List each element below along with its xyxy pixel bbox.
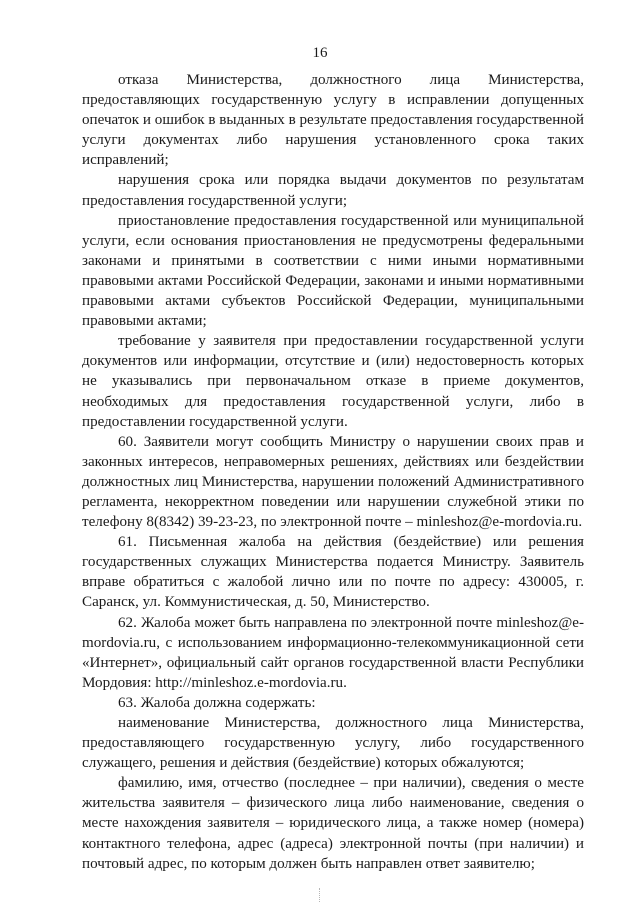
paragraph-ministry-name: наименование Министерства, должностного лица Министерства, предоставляющего государственную услугу, либо государственного служащего, решения и действия (бездействие) которых обжалуются; — [82, 715, 584, 772]
paragraph-60-reporting: 60. Заявители могут сообщить Министру о нарушении своих прав и законных интересов, неправомерных решениях, действиях или бездействии должностных лиц Министерства, нарушении положений Административного регламента, некорректном поведении или нарушении служебной этики по телефону 8(8342) 39-23-23, по электронной почте – minleshoz@e-mordovia.ru. — [82, 433, 584, 531]
paragraph-63-complaint-contents: 63. Жалоба должна содержать: — [118, 694, 316, 711]
paragraph-applicant-details: фамилию, имя, отчество (последнее – при наличии), сведения о месте жительства заявителя – физического лица либо наименование, сведения о месте нахождения заявителя – юридического лица, а также номер (номера) контактного телефона, адрес (адреса) электронной почты (при наличии) и почтовый адрес, по которым должен быть направлен ответ заявителю; — [82, 775, 584, 872]
paragraph-refusal-corrections: отказа Министерства, должностного лица Министерства, предоставляющих государственную услугу в исправлении допущенных опечаток и ошибок в выданных в результате предоставления государственной услуги документах либо нарушения установленного срока таких исправлений; — [82, 72, 584, 169]
document-body — [82, 70, 584, 874]
paragraph-documents-requirement: требование у заявителя при предоставлении государственной услуги документов или информации, отсутствие и (или) недостоверность которых не указывались при первоначальном отказе в приеме документов, необходимых для предоставления государственной услуги, либо в предоставлении государственной услуги. — [82, 333, 584, 430]
paragraph-62-electronic-complaint: 62. Жалоба может быть направлена по электронной почте minleshoz@e-mordovia.ru, с использованием информационно-телекоммуникационной сети «Интернет», официальный сайт органов государственной власти Республики Мордовия: http://minleshoz.e-mordovia.ru. — [82, 614, 584, 691]
scan-mark — [319, 888, 321, 902]
paragraph-suspension: приостановление предоставления государственной или муниципальной услуги, если основания приостановления не предусмотрены федеральными законами и принятыми в соответствии с ними иными нормативными правовыми актами Российской Федерации, законами и иными нормативными правовыми актами субъектов Российской Федерации, муниципальными правовыми актами; — [82, 212, 584, 330]
paragraph-61-written-complaint: 61. Письменная жалоба на действия (бездействие) или решения государственных служащих Министерства подается Министру. Заявитель вправе обратиться с жалобой лично или по почте по адресу: 430005, г. Саранск, ул. Коммунистическая, д. 50, Министерство. — [82, 534, 584, 611]
paragraph-deadline-violation: нарушения срока или порядка выдачи документов по результатам предоставления государственной услуги; — [82, 172, 584, 209]
page-number: 16 — [312, 45, 328, 61]
